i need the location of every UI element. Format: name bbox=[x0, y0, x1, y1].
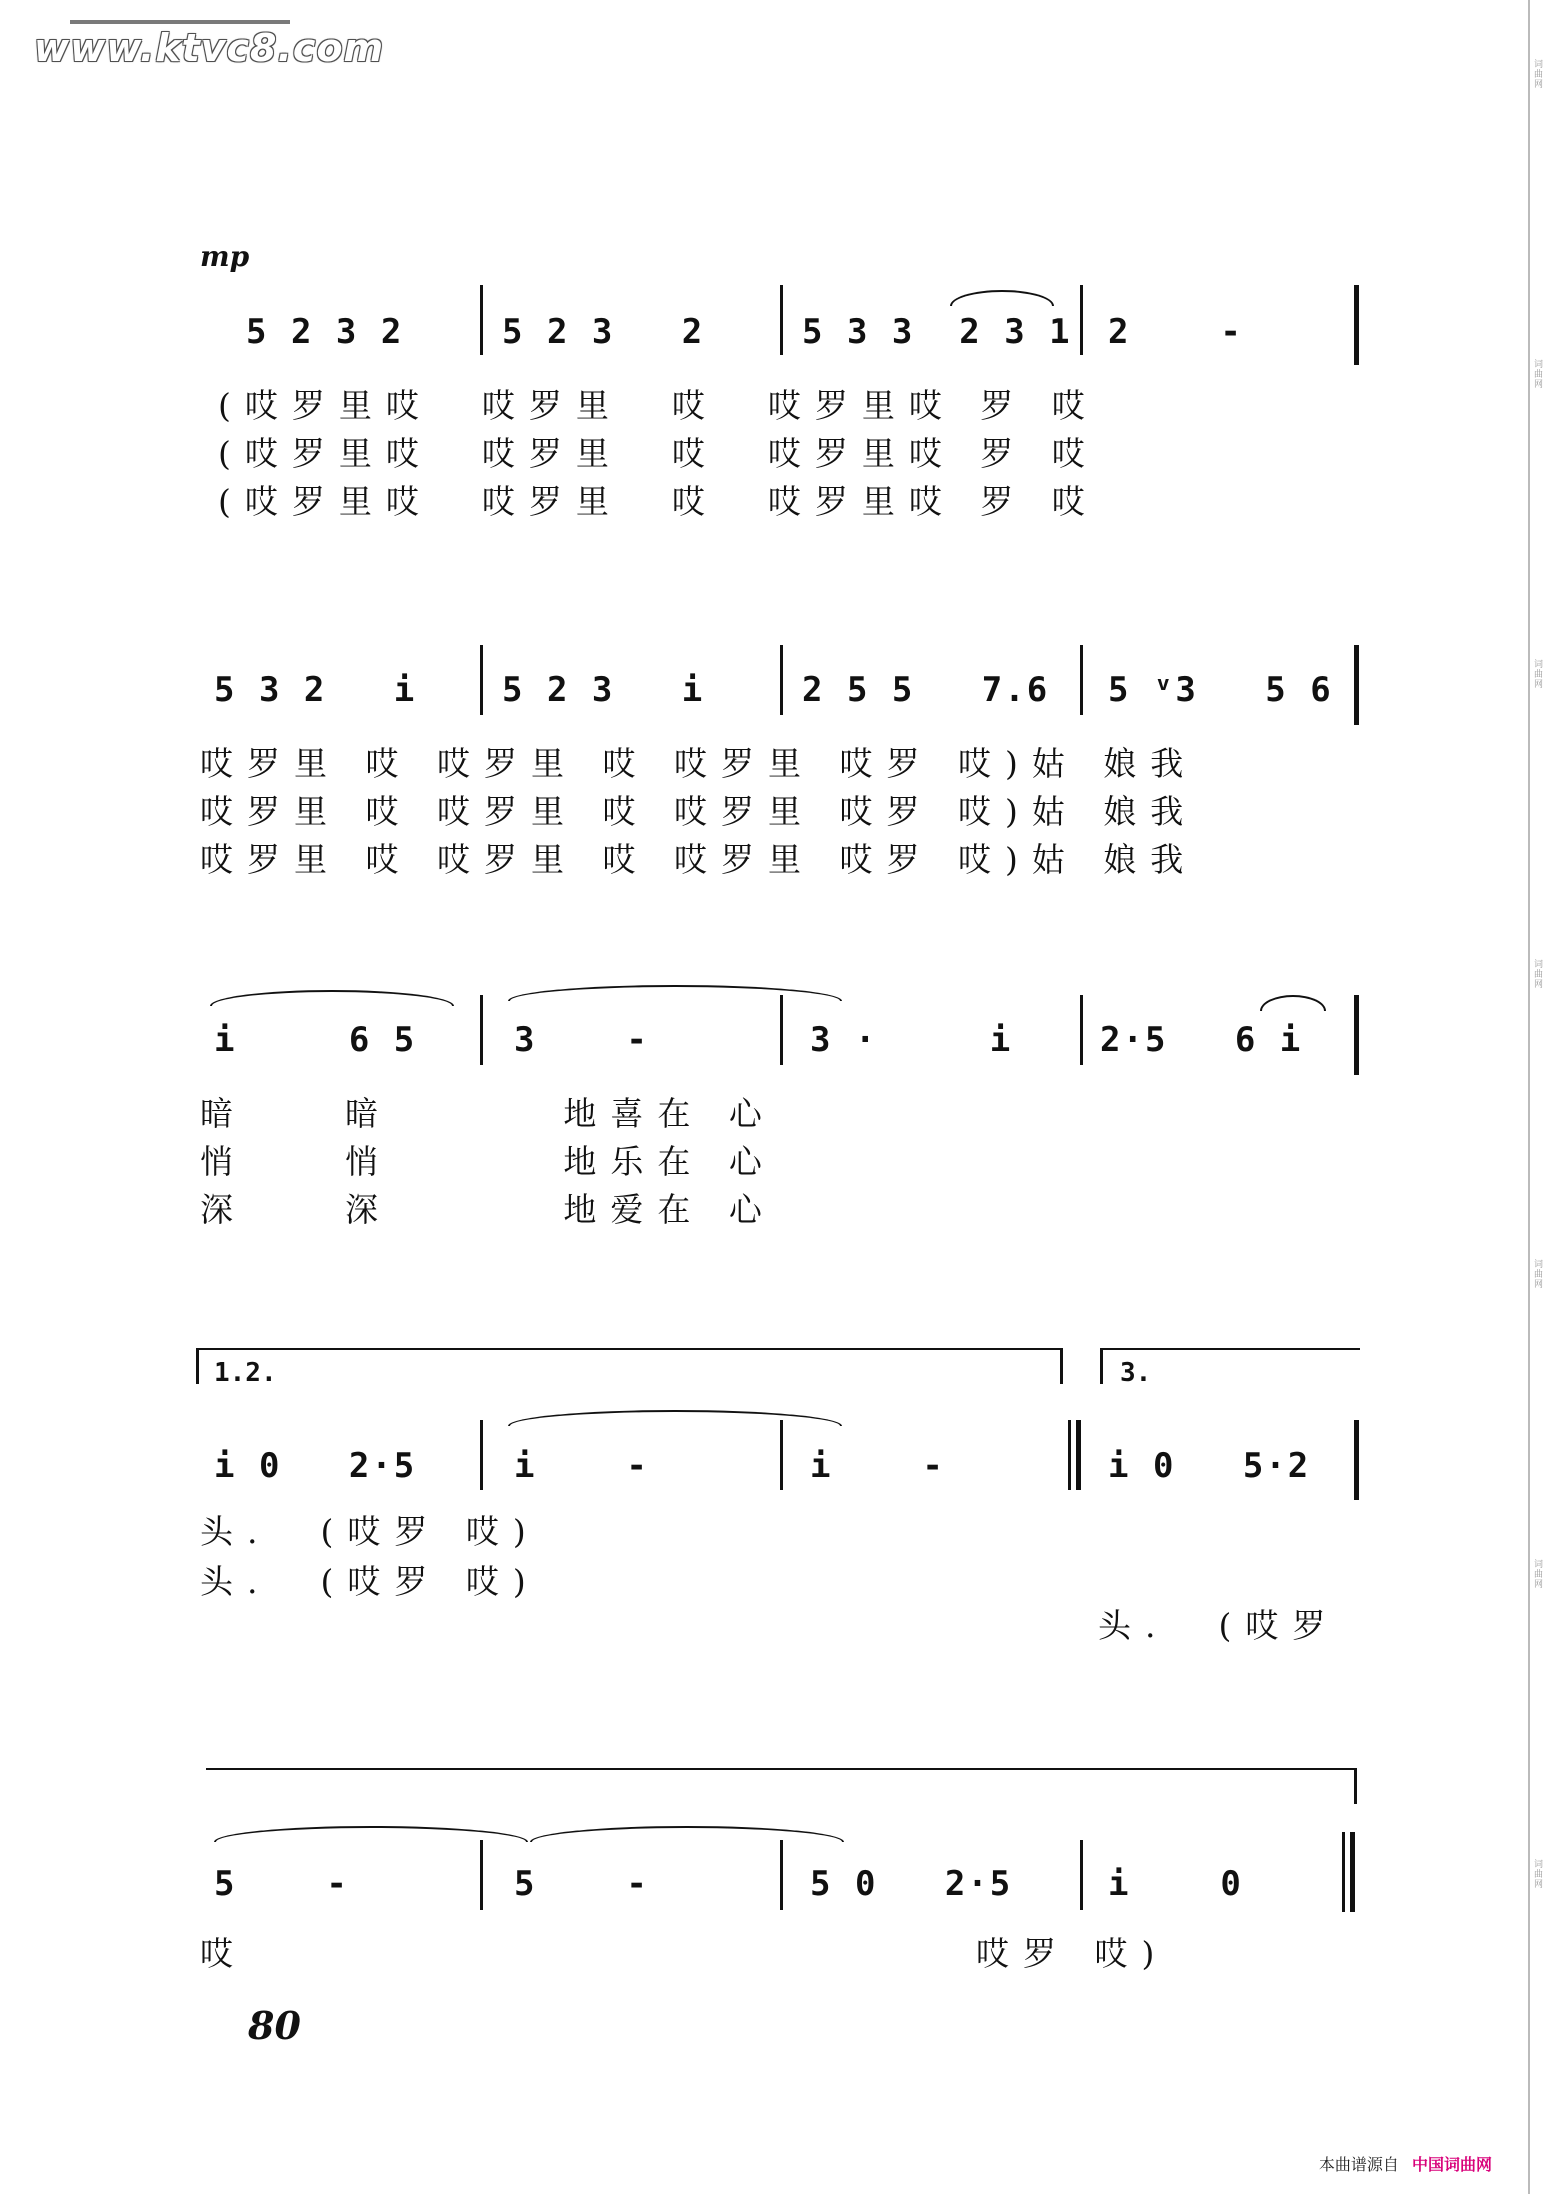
final-barline bbox=[1342, 1832, 1345, 1912]
volta-bracket bbox=[206, 1768, 1356, 1770]
dynamics-mark: mp bbox=[200, 240, 250, 273]
measure-notes: 5 2 3 i bbox=[502, 670, 705, 710]
tie bbox=[508, 1410, 842, 1426]
measure-notes: 3 · i bbox=[810, 1020, 1013, 1060]
page-number: 80 bbox=[248, 2003, 301, 2048]
measure-notes: i - bbox=[514, 1446, 649, 1486]
volta-bracket-edge bbox=[1100, 1348, 1103, 1384]
measure-notes: 5 - bbox=[514, 1864, 649, 1904]
sidebar-strip bbox=[1528, 0, 1556, 2194]
volta-bracket bbox=[1100, 1348, 1360, 1350]
measure-notes: 5 - bbox=[214, 1864, 349, 1904]
measure-notes: 3 - bbox=[514, 1020, 649, 1060]
lyric-line: 暗 暗 地喜在 心 bbox=[200, 1094, 776, 1133]
measure-notes: 5 3 3 2 3 1 bbox=[802, 312, 1072, 352]
footer-source-label: 本曲谱源自 bbox=[1318, 2155, 1399, 2174]
lyric-line: 哎罗里 哎 哎罗里 哎 哎罗里 哎罗 哎)姑 娘我 bbox=[200, 792, 1198, 831]
measure-notes: 2 - bbox=[1108, 312, 1243, 352]
lyric-line: 哎 bbox=[200, 1934, 247, 1973]
barline bbox=[780, 285, 783, 355]
barline bbox=[780, 995, 783, 1065]
volta-bracket-edge bbox=[196, 1348, 199, 1384]
sidebar-text: 词曲网 bbox=[1534, 1560, 1544, 1590]
lyric-line: 头. (哎罗 哎) bbox=[200, 1562, 540, 1601]
measure-notes: 5 3 2 i bbox=[214, 670, 417, 710]
barline bbox=[780, 1420, 783, 1490]
barline bbox=[1354, 285, 1359, 365]
final-barline bbox=[1350, 1832, 1355, 1912]
barline bbox=[1080, 995, 1083, 1065]
measure-notes: i 0 5·2 bbox=[1108, 1446, 1311, 1486]
measure-notes: i 0 bbox=[1108, 1864, 1243, 1904]
barline bbox=[1080, 1840, 1083, 1910]
sidebar-text: 词曲网 bbox=[1534, 660, 1544, 690]
barline bbox=[1080, 645, 1083, 715]
barline bbox=[480, 645, 483, 715]
barline bbox=[1354, 1420, 1359, 1500]
volta-bracket-edge bbox=[1060, 1348, 1063, 1384]
barline bbox=[480, 995, 483, 1065]
measure-notes: 2·5 6 i bbox=[1100, 1020, 1303, 1060]
measure-notes: 2 5 5 7.6 bbox=[802, 670, 1050, 710]
lyric-line: (哎罗里哎 哎罗里 哎 哎罗里哎 罗 哎 bbox=[218, 482, 1099, 521]
volta-bracket-edge bbox=[1354, 1768, 1357, 1804]
lyric-line: 头. (哎罗 bbox=[1098, 1606, 1340, 1645]
measure-notes: i 0 2·5 bbox=[214, 1446, 417, 1486]
sidebar-text: 词曲网 bbox=[1534, 60, 1544, 90]
slur bbox=[1260, 995, 1326, 1011]
lyric-line: (哎罗里哎 哎罗里 哎 哎罗里哎 罗 哎 bbox=[218, 386, 1099, 425]
measure-notes: i 6 5 bbox=[214, 1020, 417, 1060]
volta-bracket bbox=[196, 1348, 1062, 1350]
footer bbox=[1319, 2152, 1492, 2175]
sidebar-text: 词曲网 bbox=[1534, 360, 1544, 390]
lyric-line: 深 深 地爱在 心 bbox=[200, 1190, 776, 1229]
measure-notes: 5 2 3 2 bbox=[246, 312, 404, 352]
tie bbox=[530, 1826, 844, 1842]
lyric-line: 哎罗 哎) bbox=[976, 1934, 1169, 1973]
slur bbox=[950, 290, 1054, 306]
sidebar-text: 词曲网 bbox=[1534, 1860, 1544, 1890]
top-edge-mark bbox=[70, 20, 290, 24]
watermark: www.ktvc8.com bbox=[34, 26, 385, 70]
barline bbox=[780, 1840, 783, 1910]
barline bbox=[480, 1840, 483, 1910]
tie bbox=[508, 985, 842, 1001]
volta-label: 3. bbox=[1120, 1358, 1152, 1388]
lyric-line: 头. (哎罗 哎) bbox=[200, 1512, 540, 1551]
lyric-line: (哎罗里哎 哎罗里 哎 哎罗里哎 罗 哎 bbox=[218, 434, 1099, 473]
repeat-barline bbox=[1076, 1420, 1081, 1490]
measure-notes: 5 ᵛ3 5 6 bbox=[1108, 670, 1333, 710]
slur bbox=[210, 990, 454, 1006]
barline bbox=[480, 1420, 483, 1490]
barline bbox=[1080, 285, 1083, 355]
barline bbox=[780, 645, 783, 715]
barline bbox=[480, 285, 483, 355]
measure-notes: 5 2 3 2 bbox=[502, 312, 705, 352]
measure-notes: 5 0 2·5 bbox=[810, 1864, 1013, 1904]
barline bbox=[1354, 995, 1359, 1075]
repeat-barline bbox=[1068, 1420, 1071, 1490]
lyric-line: 哎罗里 哎 哎罗里 哎 哎罗里 哎罗 哎)姑 娘我 bbox=[200, 840, 1198, 879]
volta-label: 1.2. bbox=[214, 1358, 277, 1388]
lyric-line: 哎罗里 哎 哎罗里 哎 哎罗里 哎罗 哎)姑 娘我 bbox=[200, 744, 1198, 783]
sidebar-text: 词曲网 bbox=[1534, 1260, 1544, 1290]
measure-notes: i - bbox=[810, 1446, 945, 1486]
sidebar-text: 词曲网 bbox=[1534, 960, 1544, 990]
lyric-line: 悄 悄 地乐在 心 bbox=[200, 1142, 776, 1181]
barline bbox=[1354, 645, 1359, 725]
footer-site-link[interactable]: 中国词曲网 bbox=[1411, 2155, 1492, 2174]
